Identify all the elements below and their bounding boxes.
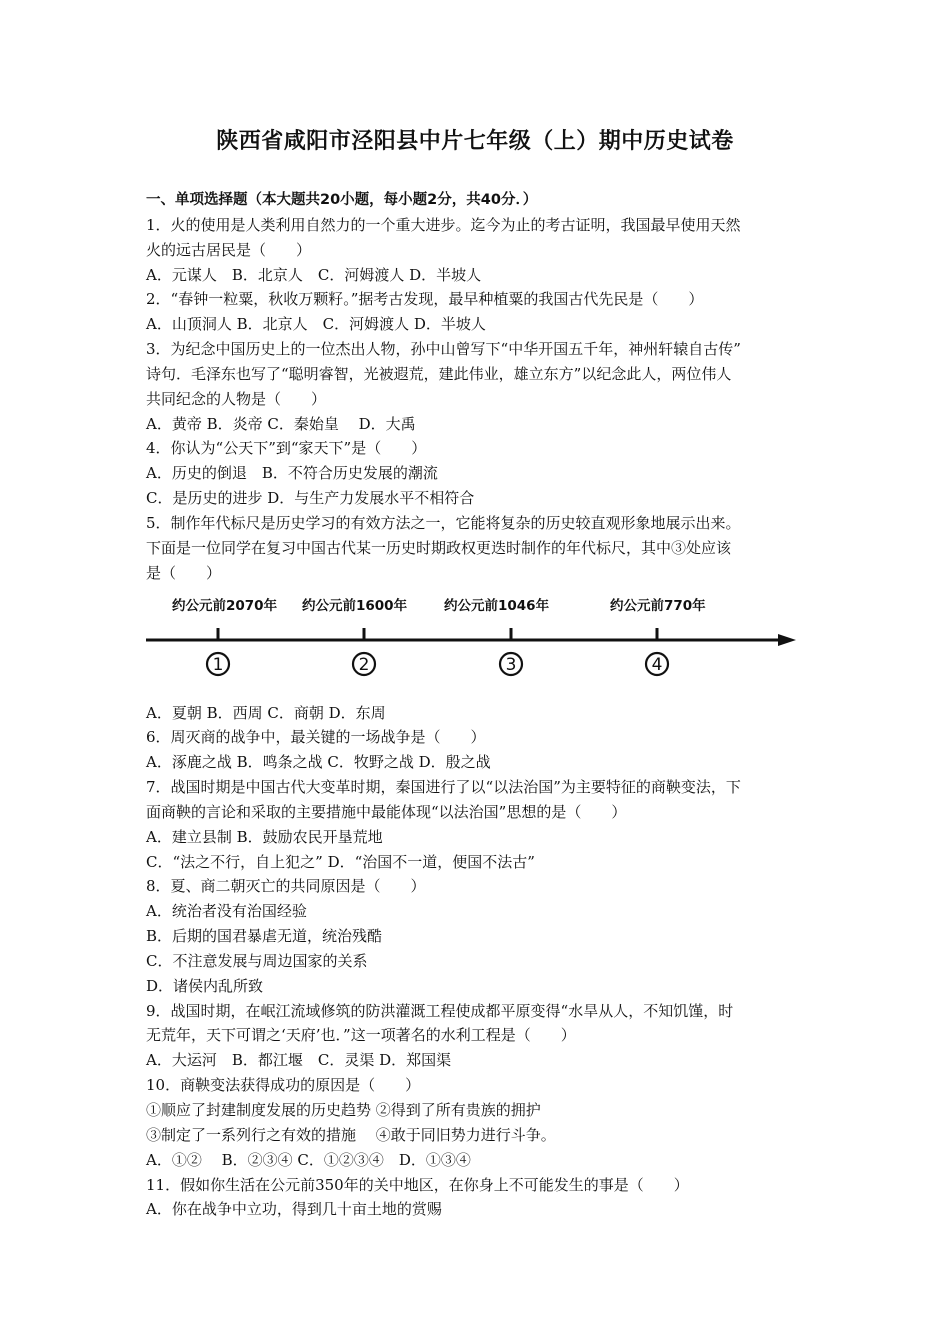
text-line: A．涿鹿之战 B．鸣条之战 C．牧野之战 D．殷之战: [146, 753, 491, 772]
questions-part-2: [146, 701, 816, 1223]
text-line: 1．火的使用是人类利用自然力的一个重大进步。迄今为止的考古证明，我国最早使用天然: [146, 215, 741, 234]
timeline-marker-1: [207, 653, 229, 675]
text-line: 5．制作年代标尺是历史学习的有效方法之一，它能将复杂的历史较直观形象地展示出来。: [146, 513, 741, 532]
timeline-marker-4: [646, 653, 668, 675]
timeline-label-4: 约公元前770年: [610, 597, 706, 614]
question-content: [146, 188, 816, 1222]
text-line: A．夏朝 B．西周 C．商朝 D．东周: [146, 703, 386, 722]
text-line: 共同纪念的人物是（ ）: [146, 389, 327, 408]
text-line: A．大运河 B．都江堰 C．灵渠 D．郑国渠: [146, 1051, 452, 1070]
svg-text:2: 2: [358, 654, 370, 675]
text-line: 是（ ）: [146, 563, 222, 582]
text-line: 无荒年，天下可谓之‘天府’也．”这一项著名的水利工程是（ ）: [146, 1026, 576, 1045]
timeline-marker-2: [353, 653, 375, 675]
text-line: 面商鞅的言论和采取的主要措施中最能体现“以法治国”思想的是（ ）: [146, 802, 627, 821]
text-line: 6．周灭商的战争中，最关键的一场战争是（ ）: [146, 728, 486, 747]
text-line: 火的远古居民是（ ）: [146, 240, 312, 259]
text-line: C．不注意发展与周边国家的关系: [146, 951, 368, 970]
text-line: C．“法之不行，自上犯之” D．“治国不一道，便国不法古”: [146, 852, 535, 871]
timeline-arrow-icon: [778, 634, 796, 646]
timeline-marker-3: [500, 653, 522, 675]
text-line: A．元谋人 B．北京人 C．河姆渡人 D．半坡人: [146, 265, 482, 284]
svg-text:4: 4: [651, 654, 663, 675]
text-line: A．统治者没有治国经验: [146, 902, 307, 921]
svg-text:1: 1: [212, 654, 224, 675]
text-line: 2．“春钟一粒粟，秋收万颗籽。”据考古发现，最早种植粟的我国古代先民是（ ）: [146, 290, 704, 309]
text-line: D．诸侯内乱所致: [146, 976, 264, 995]
text-line: 3．为纪念中国历史上的一位杰出人物，孙中山曾写下“中华开国五千年，神州轩辕自古传”: [146, 340, 741, 359]
timeline-label-1: 约公元前2070年: [172, 597, 278, 614]
text-line: A．①② B．②③④ C．①②③④ D．①③④: [146, 1150, 471, 1169]
questions-part-1: [146, 213, 816, 586]
text-line: 7．战国时期是中国古代大变革时期，秦国进行了以“以法治国”为主要特征的商鞅变法，下: [146, 778, 741, 797]
text-line: 8．夏、商二朝灭亡的共同原因是（ ）: [146, 877, 426, 896]
text-line: 下面是一位同学在复习中国古代某一历史时期政权更迭时制作的年代标尺，其中③处应该: [146, 538, 732, 557]
text-line: A．历史的倒退 B．不符合历史发展的潮流: [146, 464, 438, 483]
svg-text:3: 3: [505, 654, 517, 675]
text-line: C．是历史的进步 D．与生产力发展水平不相符合: [146, 489, 475, 508]
text-line: ③制定了一系列行之有效的措施 ④敢于同旧势力进行斗争。: [146, 1125, 556, 1144]
section-heading: 一、单项选择题（本大题共20小题，每小题2分，共40分．）: [146, 192, 538, 208]
text-line: A．山顶洞人 B．北京人 C．河姆渡人 D．半坡人: [146, 315, 486, 334]
text-line: A．黄帝 B．炎帝 C．秦始皇 D．大禹: [146, 414, 416, 433]
text-line: A．建立县制 B．鼓励农民开垦荒地: [146, 827, 383, 846]
timeline-svg: [144, 588, 804, 700]
text-line: A．你在战争中立功，得到几十亩土地的赏赐: [146, 1200, 442, 1219]
text-line: 11．假如你生活在公元前350年的关中地区，在你身上不可能发生的事是（ ）: [146, 1175, 689, 1194]
timeline-label-2: 约公元前1600年: [302, 597, 408, 614]
text-line: 4．你认为“公天下”到“家天下”是（ ）: [146, 439, 427, 458]
text-line: 诗句．毛泽东也写了“聪明睿智，光被遐荒，建此伟业，雄立东方”以纪念此人，两位伟人: [146, 364, 732, 383]
page-title: 陕西省咸阳市泾阳县中片七年级（上）期中历史试卷: [216, 129, 734, 154]
timeline-label-3: 约公元前1046年: [444, 597, 550, 614]
text-line: ①顺应了封建制度发展的历史趋势 ②得到了所有贵族的拥护: [146, 1101, 541, 1119]
text-line: 10．商鞅变法获得成功的原因是（ ）: [146, 1076, 421, 1095]
text-line: 9．战国时期，在岷江流域修筑的防洪灌溉工程使成都平原变得“水旱从人，不知饥馑，时: [146, 1001, 734, 1020]
timeline-figure: [146, 588, 816, 700]
text-line: B．后期的国君暴虐无道，统治残酷: [146, 927, 383, 946]
